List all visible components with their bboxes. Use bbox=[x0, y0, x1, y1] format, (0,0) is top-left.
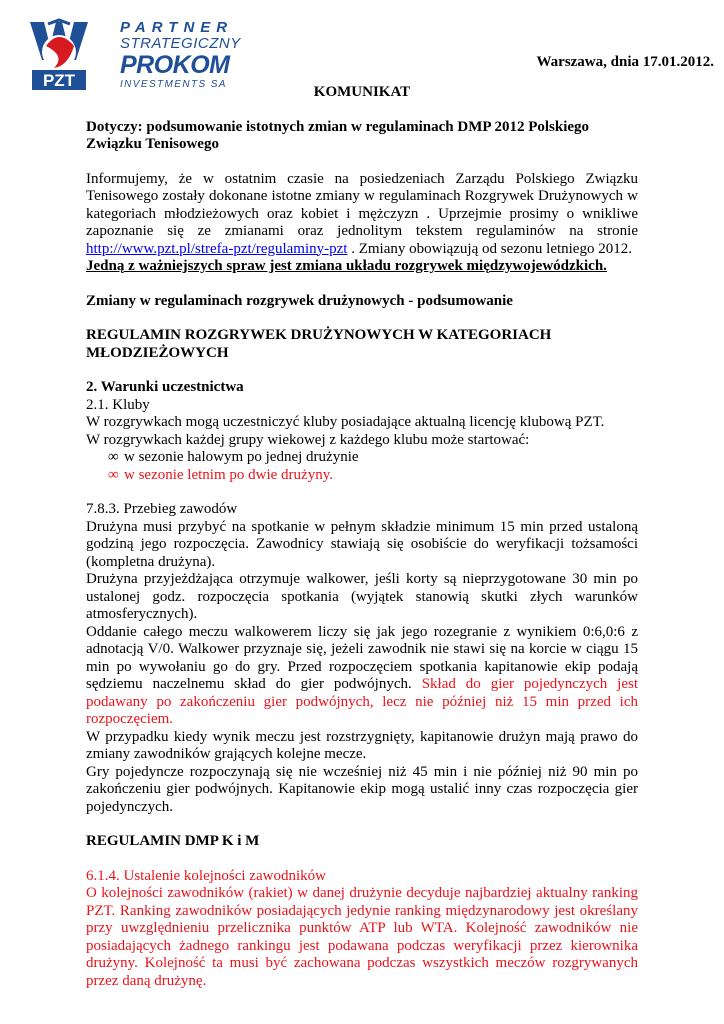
prokom-sub: INVESTMENTS SA bbox=[120, 79, 227, 90]
section-6-1-4: 6.1.4. Ustalenie kolejności zawodników bbox=[86, 867, 326, 884]
infinity-bullet-icon: ∞ bbox=[108, 466, 119, 483]
section-2-1-p1: W rozgrywkach mogą uczestniczyć kluby posiadające aktualną licencję klubową PZT. bbox=[86, 414, 605, 430]
section-7-8-3-p4: W przypadku kiedy wynik meczu jest rozstrzygnięty, kapitanowie drużyn mają prawo do zmiany zawodników grających kolejne mecze. bbox=[86, 728, 638, 762]
section-6-1-4-p: O kolejności zawodników (rakiet) w danej drużynie decyduje najbardziej aktualny ranking PZT. Ranking zawodników posiadających jedynie ranking międzynarodowy jest określany przy uwzględnieniu przelicznika punktów ATP lub WTA. Kolejność zawodników nie posiadających żadnego rankingu jest podawana podczas weryfikacji przez kierownika drużyny. Kolejność ta musi być zachowana podczas wszystkich meczów rozgrywanych przez daną drużynę. bbox=[86, 885, 638, 989]
bullet-text: w sezonie letnim po dwie drużyny. bbox=[124, 466, 333, 483]
doc-title: KOMUNIKAT bbox=[313, 84, 411, 100]
section-2-1: 2.1. Kluby bbox=[86, 396, 150, 413]
pzt-logo-text: PZT bbox=[42, 71, 76, 90]
partner-line2: STRATEGICZNY bbox=[120, 35, 241, 52]
section-7-8-3: 7.8.3. Przebieg zawodów bbox=[86, 501, 238, 517]
infinity-bullet-icon: ∞ bbox=[108, 449, 119, 465]
section-7-8-3-p2: Drużyna przyjeżdżająca otrzymuje walkower, jeśli korty są nieprzygotowane 30 min po ustalonej godz. rozpoczęcia spotkania (wyjątek stanowią skutki złych warunków atmosferycznych). bbox=[86, 571, 638, 622]
partner-line1: PARTNER bbox=[120, 19, 234, 36]
section-7-8-3-p5: Gry pojedyncze rozpoczynają się nie wcześniej niż 45 min i nie później niż 90 min po zakończeniu gier podwójnych. Kapitanowie ekip mogą ustalić inny czas rozpoczęcia gier pojedynczych. bbox=[86, 763, 638, 815]
partner-block bbox=[120, 20, 241, 90]
dmp-heading: REGULAMIN DMP K i M bbox=[86, 833, 260, 849]
section-7-8-3-p3 bbox=[86, 624, 638, 729]
bullet-text: w sezonie halowym po jednej drużynie bbox=[124, 449, 359, 465]
walkover-text: Oddanie całego meczu walkowerem liczy się jak jego rozegranie z wynikiem 0:6,0:6 z adnotacją V/0. Walkower przyznaje się, jeżeli zawodnik nie stawi się na korcie w ciągu 15 min po wywołaniu go do gry. Przed rozpoczęciem spotkania kapitanowie ekip podają sędziemu naczelnemu skład do gier podwójnych. bbox=[86, 623, 638, 692]
intro-bold-note: Jedną z ważniejszych spraw jest zmiana układu rozgrywek międzywojewódzkich. bbox=[86, 258, 607, 274]
doc-subject: Dotyczy: podsumowanie istotnych zmian w regulaminach DMP 2012 Polskiego Związku Tenisowego bbox=[86, 118, 590, 152]
regulaminy-link[interactable]: http://www.pzt.pl/strefa-pzt/regulaminy-pzt bbox=[86, 240, 348, 257]
intro-text-2: . Zmiany obowiązują od sezonu letniego 2012. bbox=[347, 240, 632, 257]
section-2-heading: 2. Warunki uczestnictwa bbox=[86, 379, 244, 395]
singles-lineup-note: Skład do gier pojedynczych jest podawany po zakończeniu gier podwójnych, lecz nie później niż 15 min przed ich rozpoczęciem. bbox=[86, 676, 638, 727]
letterhead bbox=[24, 14, 714, 94]
youth-regulations-heading: REGULAMIN ROZGRYWEK DRUŻYNOWYCH W KATEGORIACH MŁODZIEŻOWYCH bbox=[86, 327, 552, 361]
document-date: Warszawa, dnia 17.01.2012. bbox=[536, 54, 714, 70]
intro-paragraph bbox=[86, 171, 638, 259]
bullet-item bbox=[86, 467, 638, 485]
bullet-item bbox=[86, 449, 638, 467]
pzt-logo bbox=[28, 16, 90, 92]
section-2-1-p2: W rozgrywkach każdej grupy wiekowej z każdego klubu może startować: bbox=[86, 431, 530, 448]
document-body bbox=[86, 84, 638, 990]
changes-heading: Zmiany w regulaminach rozgrywek drużynowych - podsumowanie bbox=[86, 292, 513, 309]
prokom-logo: PROKOM bbox=[120, 51, 230, 79]
intro-text-1: Informujemy, że w ostatnim czasie na posiedzeniach Zarządu Polskiego Związku Tenisowego zostały dokonane istotne zmiany w regulaminach Rozgrywek Drużynowych w kategoriach młodzieżowych oraz kobiet i mężczyzn . Uprzejmie prosimy o wnikliwe zapoznanie się ze zmianami oraz jednolitym tekstem regulaminów na stronie bbox=[86, 170, 638, 239]
section-7-8-3-p1: Drużyna musi przybyć na spotkanie w pełnym składzie minimum 15 min przed ustaloną godziną jego rozpoczęcia. Zawodnicy stawiają się osobiście do weryfikacji tożsamości (kompletna drużyna). bbox=[86, 518, 638, 570]
